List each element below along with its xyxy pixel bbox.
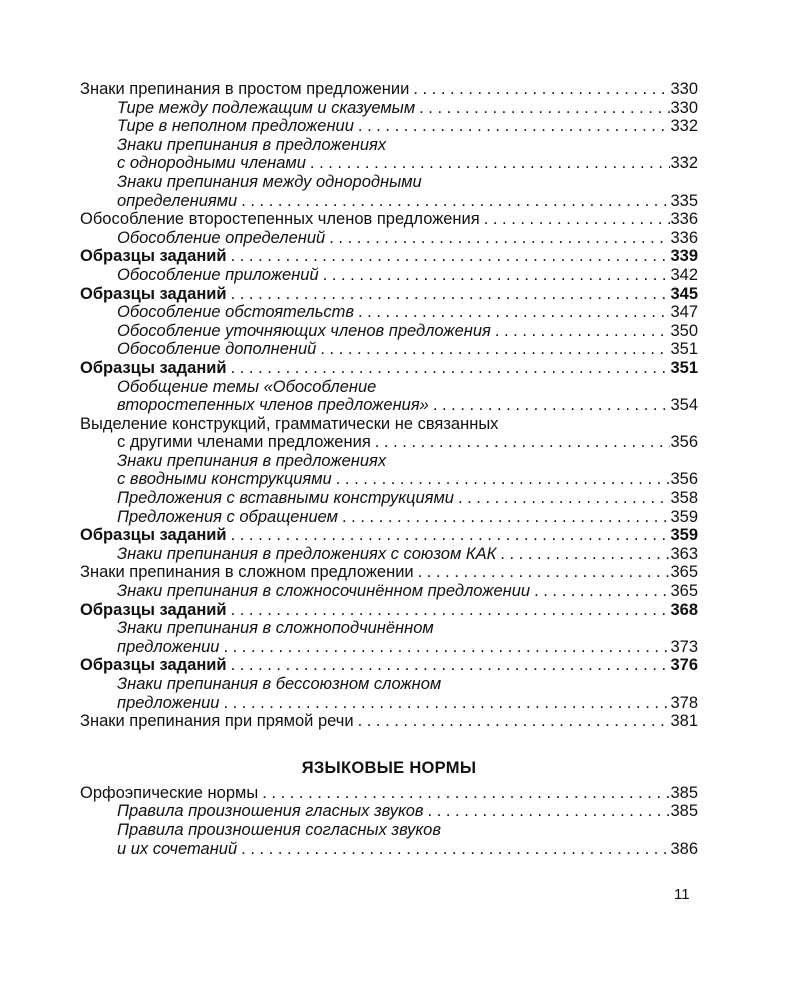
toc-entry-page: 356 [670, 470, 698, 489]
toc-entry [80, 303, 698, 322]
dot-leader [219, 694, 670, 713]
toc-entry-title-line: Знаки препинания в бессоюзном сложном [117, 675, 442, 693]
toc-entry-line [117, 192, 698, 211]
toc-entry-page: 359 [670, 507, 698, 526]
toc-entry-title: Знаки препинания в сложном предложении [80, 563, 414, 582]
toc-entry-title-line: Знаки препинания в предложениях [117, 135, 387, 154]
toc-entry [80, 173, 698, 210]
toc-entry [80, 322, 698, 341]
toc-entry-title: Тире между подлежащим и сказуемым [117, 98, 416, 117]
toc-entry [80, 656, 698, 675]
dot-leader [219, 638, 670, 657]
toc-entry [80, 210, 698, 229]
dot-leader [227, 247, 671, 266]
toc-entry [80, 784, 698, 803]
toc-entry-line [80, 80, 698, 99]
toc-entry-line [80, 433, 698, 452]
dot-leader [332, 470, 671, 489]
toc-entry-page: 332 [670, 117, 698, 136]
toc-entry-line [80, 784, 698, 803]
dot-leader [237, 192, 670, 211]
toc-entry-title: Обособление определений [117, 228, 326, 247]
toc-entry-title: и их сочетаний [117, 839, 238, 858]
toc-entry-title: Знаки препинания при прямой речи [80, 712, 354, 731]
toc-entry [80, 675, 698, 712]
toc-entry-title: с другими членами предложения [117, 433, 371, 452]
toc-entry-line [80, 210, 698, 229]
toc-entry-page: 385 [670, 783, 698, 802]
toc-entry-title-line: Выделение конструкций, грамматически не связанных [80, 414, 499, 433]
toc-entry [80, 452, 698, 489]
toc-entry-line [117, 266, 698, 285]
dot-leader [227, 285, 671, 304]
toc-entry-title-line: Знаки препинания в сложноподчинённом [117, 619, 434, 638]
toc-entry-title: Образцы заданий [80, 526, 227, 545]
toc-entry-page: 373 [670, 637, 698, 656]
dot-leader [496, 545, 670, 564]
toc-entry-title: Предложения с вставными конструкциями [117, 489, 454, 508]
toc-entry-page: 385 [670, 802, 698, 821]
toc-entry [80, 489, 698, 508]
dot-leader [354, 712, 671, 731]
toc-entry [80, 99, 698, 118]
dot-leader [371, 433, 671, 452]
toc-entry-page: 363 [670, 544, 698, 563]
toc-entry [80, 619, 698, 656]
toc-entry-line [117, 840, 698, 859]
toc-entry-line [117, 802, 698, 821]
toc-entry [80, 508, 698, 527]
toc-entry-line [80, 359, 698, 378]
toc-entry-line [117, 229, 698, 248]
toc-entry-line [117, 694, 698, 713]
toc-entry-line [80, 247, 698, 266]
toc-entry [80, 340, 698, 359]
toc-entry-page: 356 [670, 433, 698, 452]
toc-entry-line [80, 656, 698, 675]
toc-entry-page: 345 [670, 284, 698, 303]
toc-entry-page: 339 [670, 247, 698, 266]
toc-entry [80, 285, 698, 304]
toc-entry [80, 359, 698, 378]
toc-entry-line [117, 154, 698, 173]
toc-entry [80, 415, 698, 452]
toc-entry-page: 336 [670, 228, 698, 247]
toc-entry-page: 354 [670, 396, 698, 415]
toc-entry-page: 368 [670, 600, 698, 619]
dot-leader [227, 526, 671, 545]
toc-entry-title: Образцы заданий [80, 600, 227, 619]
toc-entry-line [80, 712, 698, 731]
toc-entry-line [117, 545, 698, 564]
toc-entry [80, 136, 698, 173]
toc-entry-title-line: Правила произношения согласных звуков [117, 820, 441, 839]
toc-entry-title: Знаки препинания в простом предложении [80, 80, 410, 98]
toc-entry [80, 601, 698, 620]
toc-entry-title: Обособление второстепенных членов предложения [80, 210, 480, 229]
dot-leader [480, 210, 671, 229]
toc-entry-title: Обособление дополнений [117, 340, 317, 359]
dot-leader [491, 322, 671, 341]
toc-entry [80, 117, 698, 136]
dot-leader [530, 582, 670, 601]
dot-leader [258, 784, 670, 803]
toc-entry-page: 358 [670, 489, 698, 508]
toc-entry-title: с вводными конструкциями [117, 470, 332, 489]
dot-leader [454, 489, 671, 508]
toc-entry-title-line: Знаки препинания между однородными [117, 172, 422, 191]
toc-entry-page: 381 [670, 712, 698, 731]
toc-entry [80, 582, 698, 601]
toc-entry-page: 386 [670, 839, 698, 858]
toc-entry-page: 336 [670, 210, 698, 229]
toc-entry-line [117, 470, 698, 489]
toc-entry [80, 378, 698, 415]
toc-entry [80, 545, 698, 564]
toc-entry-page: 378 [670, 693, 698, 712]
toc-entry-title: Правила произношения гласных звуков [117, 802, 424, 821]
toc-entry-page: 335 [670, 191, 698, 210]
toc-entry-title: предложении [117, 693, 220, 712]
toc-entry-title: Образцы заданий [80, 656, 227, 675]
dot-leader [227, 601, 671, 620]
toc-entry-page: 342 [670, 265, 698, 284]
dot-leader [429, 396, 671, 415]
dot-leader [414, 563, 671, 582]
toc-entry-line [117, 508, 698, 527]
toc-entry-page: 365 [670, 582, 698, 601]
toc-entry-line [117, 582, 698, 601]
dot-leader [325, 229, 670, 248]
toc-entry [80, 563, 698, 582]
page-number: 11 [674, 886, 690, 903]
dot-leader [319, 266, 671, 285]
dot-leader [354, 117, 671, 136]
toc-entry-title: с однородными членами [117, 154, 306, 173]
dot-leader [316, 340, 670, 359]
toc-entry-title: Предложения с обращением [117, 507, 338, 526]
toc-entry-page: 330 [670, 80, 698, 98]
toc-entry [80, 80, 698, 99]
dot-leader [354, 303, 670, 322]
toc-entry-title: Образцы заданий [80, 284, 227, 303]
toc-entry-title: Знаки препинания в предложениях с союзом КАК [117, 544, 497, 563]
toc-entry-title: Образцы заданий [80, 247, 227, 266]
toc-list [80, 80, 698, 731]
toc-entry-title-line: Обобщение темы «Обособление [117, 377, 377, 396]
dot-leader [227, 656, 671, 675]
toc-entry-title: Знаки препинания в сложносочинённом предложении [117, 582, 531, 601]
toc-entry-title: Обособление уточняющих членов предложения [117, 321, 491, 340]
toc-entry-title: Орфоэпические нормы [80, 783, 259, 802]
toc-entry-page: 365 [670, 563, 698, 582]
toc-entry-page: 330 [670, 98, 698, 117]
toc-entry-line [117, 638, 698, 657]
toc-entry [80, 526, 698, 545]
toc-entry-line [117, 396, 698, 415]
toc-entry [80, 229, 698, 248]
toc-entry-page: 350 [670, 321, 698, 340]
toc-entry-title-line: Знаки препинания в предложениях [117, 451, 387, 470]
toc-entry-line [117, 117, 698, 136]
dot-leader [227, 359, 671, 378]
toc-entry-title: второстепенных членов предложения» [117, 396, 429, 415]
toc-entry-page: 376 [670, 656, 698, 675]
dot-leader [409, 80, 670, 99]
toc-page [80, 80, 698, 858]
toc-entry-title: Тире в неполном предложении [117, 117, 354, 136]
toc-entry-line [117, 340, 698, 359]
section-heading: ЯЗЫКОВЫЕ НОРМЫ [301, 758, 477, 777]
dot-leader [306, 154, 671, 173]
toc-entry [80, 712, 698, 731]
toc-entry-line [117, 99, 698, 118]
toc-entry-title: определениями [117, 191, 238, 210]
toc-entry-title: Обособление приложений [117, 265, 319, 284]
toc-entry-page: 332 [670, 154, 698, 173]
toc-entry-title: Обособление обстоятельств [117, 303, 354, 322]
toc-entry-title: предложении [117, 637, 220, 656]
toc-entry-page: 359 [670, 526, 698, 545]
toc-entry-line [80, 285, 698, 304]
toc-entry-page: 351 [670, 358, 698, 377]
toc-entry-page: 351 [670, 340, 698, 359]
toc-entry-line [117, 489, 698, 508]
toc-entry-line [117, 322, 698, 341]
dot-leader [338, 508, 670, 527]
toc-entry-line [80, 563, 698, 582]
toc-entry-page: 347 [670, 303, 698, 322]
dot-leader [415, 99, 670, 118]
toc-list-section2 [80, 784, 698, 858]
toc-entry [80, 266, 698, 285]
toc-entry [80, 821, 698, 858]
toc-entry-line [80, 601, 698, 620]
toc-entry-line [80, 526, 698, 545]
dot-leader [424, 802, 671, 821]
toc-entry-title: Образцы заданий [80, 358, 227, 377]
toc-entry [80, 802, 698, 821]
dot-leader [237, 840, 670, 859]
toc-entry [80, 247, 698, 266]
toc-entry-line [117, 303, 698, 322]
